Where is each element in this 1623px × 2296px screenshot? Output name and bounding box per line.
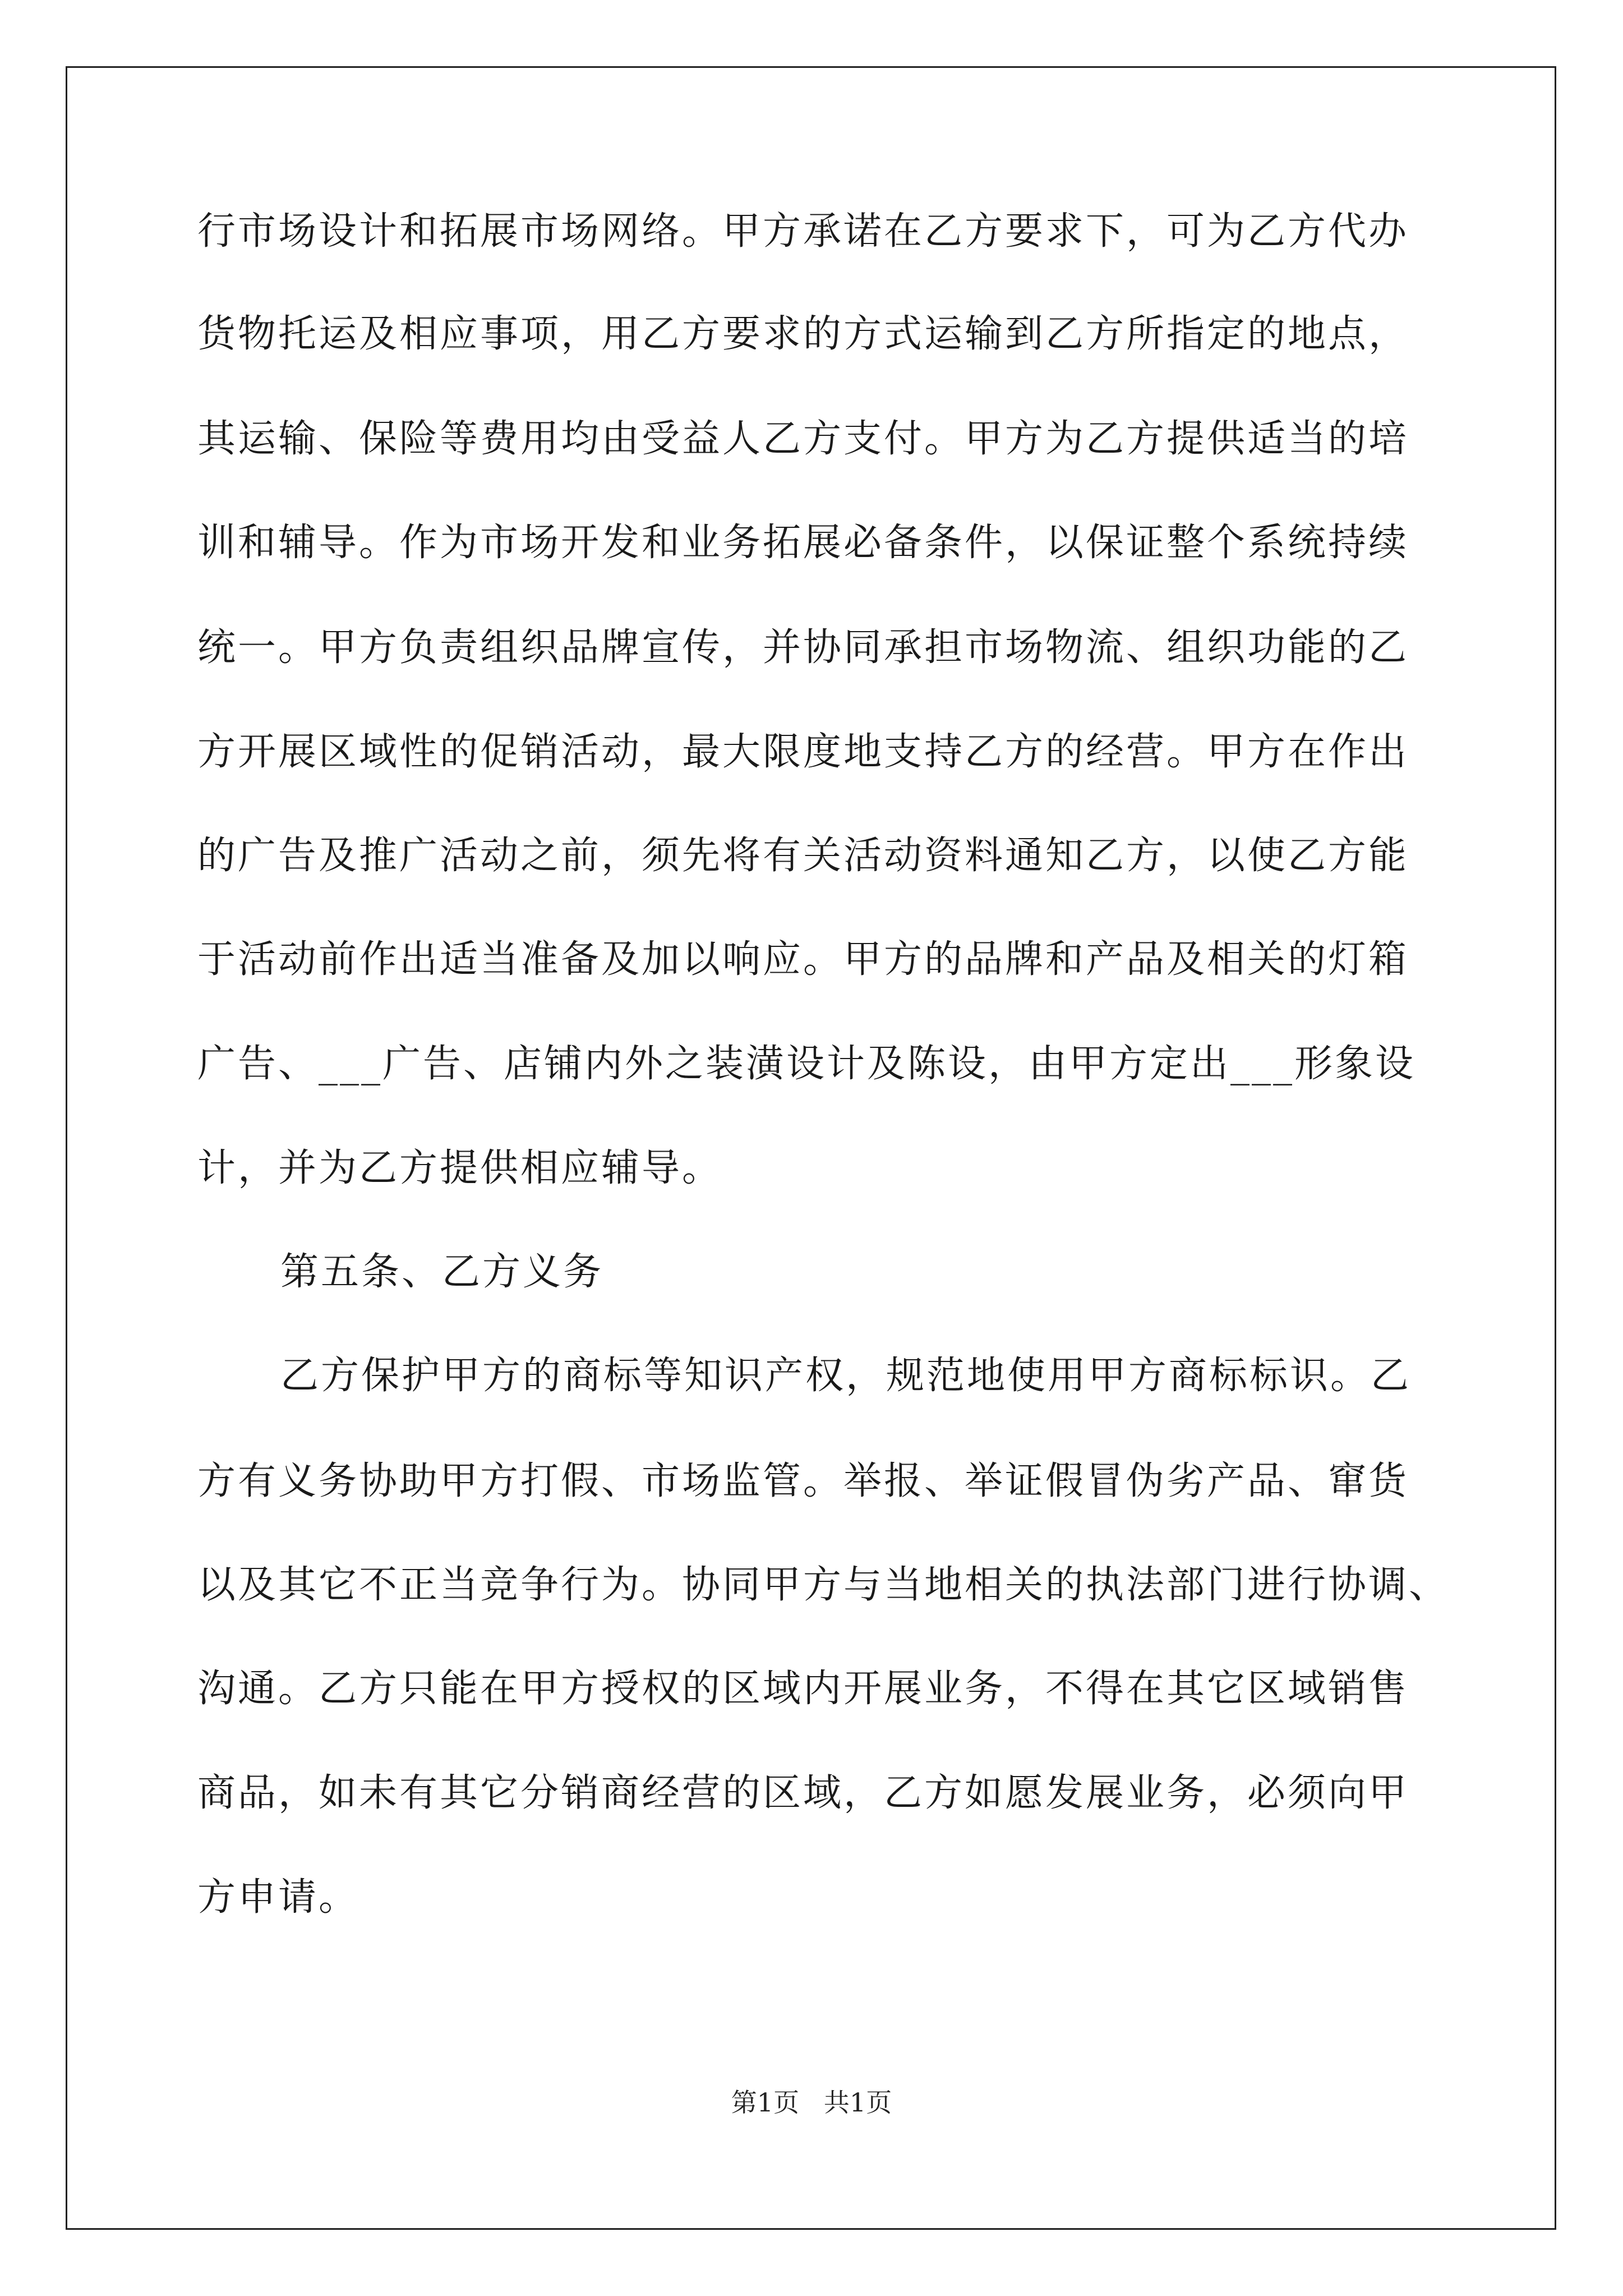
text-line: 训和辅导。作为市场开发和业务拓展必备条件，以保证整个系统持续 xyxy=(197,521,1409,565)
text-line: 广告、___广告、店铺内外之装潢设计及陈设，由甲方定出___形象设 xyxy=(197,1042,1416,1086)
text-line: 方开展区域性的促销活动，最大限度地支持乙方的经营。甲方在作出 xyxy=(197,730,1409,774)
text-line: 乙方保护甲方的商标等知识产权，规范地使用甲方商标标识。乙 xyxy=(280,1354,1412,1398)
text-line: 商品，如未有其它分销商经营的区域，乙方如愿发展业务，必须向甲 xyxy=(197,1771,1409,1815)
text-line: 行市场设计和拓展市场网络。甲方承诺在乙方要求下，可为乙方代办 xyxy=(197,209,1409,254)
text-line: 沟通。乙方只能在甲方授权的区域内开展业务，不得在其它区域销售 xyxy=(197,1667,1409,1711)
text-line: 的广告及推广活动之前，须先将有关活动资料通知乙方，以使乙方能 xyxy=(197,834,1409,878)
section-heading: 第五条、乙方义务 xyxy=(280,1250,604,1294)
text-line: 以及其它不正当竞争行为。协同甲方与当地相关的执法部门进行协调、 xyxy=(197,1563,1450,1607)
text-line: 方有义务协助甲方打假、市场监管。举报、举证假冒伪劣产品、窜货 xyxy=(197,1459,1409,1503)
text-line: 方申请。 xyxy=(197,1875,359,1920)
text-line: 计，并为乙方提供相应辅导。 xyxy=(197,1146,723,1190)
text-line: 于活动前作出适当准备及加以响应。甲方的品牌和产品及相关的灯箱 xyxy=(197,937,1409,982)
text-line: 统一。甲方负责组织品牌宣传，并协同承担市场物流、组织功能的乙 xyxy=(197,625,1409,670)
page-number: 第1页 共1页 xyxy=(731,2087,892,2118)
text-line: 货物托运及相应事项，用乙方要求的方式运输到乙方所指定的地点， xyxy=(197,312,1409,356)
text-line: 其运输、保险等费用均由受益人乙方支付。甲方为乙方提供适当的培 xyxy=(197,417,1409,461)
